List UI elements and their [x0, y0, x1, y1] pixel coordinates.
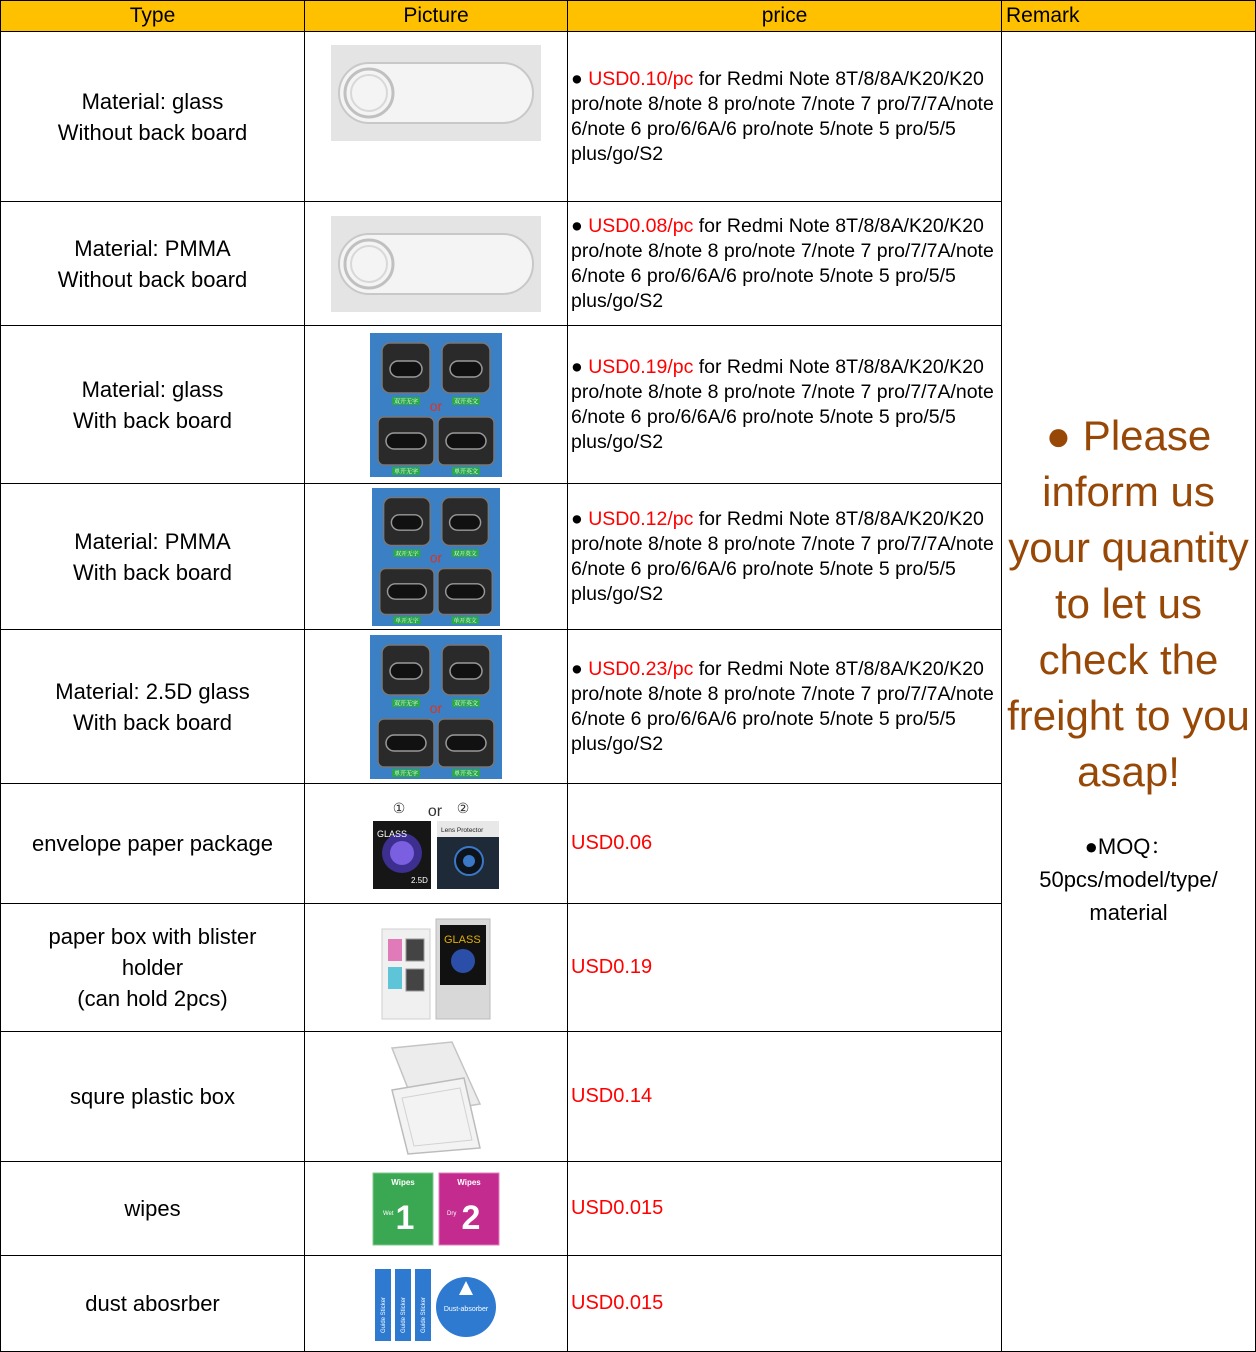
- or-label: or: [429, 397, 443, 414]
- type-line: Material: PMMA: [74, 528, 231, 554]
- type-cell: [0, 484, 305, 630]
- type-line: Without back board: [57, 266, 248, 292]
- wet-label: Wet: [383, 1210, 394, 1217]
- type-line: envelope paper package: [32, 831, 273, 856]
- type-line: Without back board: [57, 119, 248, 145]
- price-cell: [568, 326, 1002, 484]
- price-text: ● USD0.19/pc for Redmi Note 8T/8/8A/K20/K20 pro/note 8/note 8 pro/note 7/note 7 pro/7/7A/note 6/note 6 pro/6/6A/6 pro/note 5/note 5 pro/5/5 plus/go/S2: [571, 355, 994, 453]
- type-cell: [0, 1256, 305, 1352]
- picture-cell: [305, 1032, 568, 1162]
- back-board-image: [370, 635, 502, 779]
- picture-cell: [305, 904, 568, 1032]
- or-label: or: [429, 699, 443, 716]
- picture-cell: [305, 202, 568, 326]
- price-value: USD0.08/pc: [588, 214, 694, 237]
- board-label: 双开英文: [453, 551, 477, 558]
- type-line: Material: PMMA: [74, 235, 231, 261]
- wipes-label: Wipes: [457, 1177, 481, 1187]
- envelope-package-image: [369, 795, 503, 893]
- price-cell: [568, 904, 1002, 1032]
- board-label: 双开无字: [395, 551, 419, 558]
- type-line: Material: glass: [81, 88, 224, 114]
- or-label: or: [427, 802, 443, 820]
- price-text: ● USD0.12/pc for Redmi Note 8T/8/8A/K20/K20 pro/note 8/note 8 pro/note 7/note 7 pro/7/7A/note 6/note 6 pro/6/6A/6 pro/note 5/note 5 pro/5/5 plus/go/S2: [571, 507, 994, 605]
- dust-absorber-image: [373, 1263, 499, 1345]
- board-label: 单开英文: [453, 618, 477, 625]
- board-label: 单开无字: [393, 468, 419, 475]
- picture-cell: [305, 326, 568, 484]
- 25d-text: 2.5D: [411, 875, 428, 885]
- price-text: ● USD0.23/pc for Redmi Note 8T/8/8A/K20/K20 pro/note 8/note 8 pro/note 7/note 7 pro/7/7A/note 6/note 6 pro/6/6A/6 pro/note 5/note 5 pro/5/5 plus/go/S2: [571, 657, 994, 755]
- back-board-image: [370, 333, 502, 477]
- remark-note: ● Please inform us your quantity to let us check the freight to you asap!: [1007, 412, 1250, 795]
- wipe-number-1: 1: [395, 1198, 415, 1237]
- board-label: 单开无字: [395, 618, 419, 625]
- picture-cell: [305, 630, 568, 784]
- type-line: wipes: [124, 1196, 181, 1221]
- picture-cell: [305, 484, 568, 630]
- wipe-number-2: 2: [461, 1198, 481, 1237]
- compatible-models: for Redmi Note 8T/8/8A/K20/K20 pro/note 8/note 8 pro/note 7/note 7 pro/7/7A/note 6/note 6 pro/6/6A/6 pro/note 5/note 5 pro/5/5 plus/go/S2: [571, 214, 994, 312]
- picture-cell: [305, 784, 568, 904]
- wipes-image: [371, 1171, 501, 1247]
- clear-slide-cover-image: [331, 216, 541, 312]
- type-line: holder: [121, 955, 184, 980]
- price-value: USD0.06: [571, 832, 653, 854]
- lens-protector-text: Lens Protector: [441, 826, 484, 834]
- price-cell: [568, 484, 1002, 630]
- type-cell: [0, 1032, 305, 1162]
- price-text: ● USD0.08/pc for Redmi Note 8T/8/8A/K20/K20 pro/note 8/note 8 pro/note 7/note 7 pro/7/7A/note 6/note 6 pro/6/6A/6 pro/note 5/note 5 pro/5/5 plus/go/S2: [571, 214, 994, 312]
- type-cell: [0, 784, 305, 904]
- price-cell: [568, 1032, 1002, 1162]
- header-remark-label: Remark: [1006, 4, 1080, 27]
- moq-line: material: [1089, 900, 1168, 925]
- moq-note: [1002, 830, 1256, 929]
- guide-sticker-label: Guide Sticker: [421, 1296, 427, 1333]
- header-picture-label: Picture: [403, 4, 469, 27]
- clear-slide-cover-image: [331, 45, 541, 141]
- header-type: [0, 0, 305, 32]
- board-label: 双开无字: [393, 398, 419, 405]
- type-line: dust abosrber: [85, 1291, 220, 1316]
- moq-line: 50pcs/model/type/: [1039, 867, 1218, 892]
- price-cell: [568, 630, 1002, 784]
- type-cell: [0, 202, 305, 326]
- compatible-models: for Redmi Note 8T/8/8A/K20/K20 pro/note 8/note 8 pro/note 7/note 7 pro/7/7A/note 6/note 6 pro/6/6A/6 pro/note 5/note 5 pro/5/5 plus/go/S2: [571, 355, 994, 453]
- board-label: 双开英文: [453, 398, 479, 405]
- plastic-box-image: [388, 1038, 484, 1156]
- picture-cell: [305, 1162, 568, 1256]
- price-value: USD0.14: [571, 1085, 653, 1107]
- board-label: 单开英文: [453, 770, 479, 777]
- type-line: Material: glass: [81, 376, 224, 402]
- header-price: [568, 0, 1002, 32]
- header-picture: [305, 0, 568, 32]
- price-cell: [568, 202, 1002, 326]
- compatible-models: for Redmi Note 8T/8/8A/K20/K20 pro/note 8/note 8 pro/note 7/note 7 pro/7/7A/note 6/note 6 pro/6/6A/6 pro/note 5/note 5 pro/5/5 plus/go/S2: [571, 657, 994, 755]
- price-value: USD0.015: [571, 1197, 664, 1219]
- glass-text: GLASS: [444, 933, 481, 946]
- remark-cell: [1002, 32, 1256, 1352]
- type-line: With back board: [73, 709, 232, 735]
- price-cell: [568, 32, 1002, 202]
- price-value: USD0.015: [571, 1292, 664, 1314]
- board-label: 双开无字: [393, 700, 419, 707]
- type-line: (can hold 2pcs): [77, 986, 228, 1011]
- dry-label: Dry: [447, 1210, 457, 1217]
- price-value: USD0.12/pc: [588, 507, 694, 530]
- board-label: 双开英文: [453, 700, 479, 707]
- picture-cell: [305, 32, 568, 202]
- guide-sticker-label: Guide Sticker: [401, 1296, 407, 1333]
- compatible-models: for Redmi Note 8T/8/8A/K20/K20 pro/note 8/note 8 pro/note 7/note 7 pro/7/7A/note 6/note 6 pro/6/6A/6 pro/note 5/note 5 pro/5/5 plus/go/S2: [571, 507, 994, 605]
- price-cell: [568, 1256, 1002, 1352]
- price-value: USD0.19/pc: [588, 355, 694, 378]
- header-type-label: Type: [129, 4, 176, 27]
- paper-box-image: [380, 915, 492, 1021]
- type-line: With back board: [73, 559, 232, 585]
- type-line: With back board: [73, 407, 232, 433]
- dust-absorber-label: Dust-absorber: [443, 1305, 489, 1313]
- type-line: paper box with blister: [48, 924, 257, 949]
- back-board-image: [372, 488, 500, 626]
- price-value: USD0.10/pc: [588, 67, 694, 90]
- type-cell: [0, 630, 305, 784]
- board-label: 单开无字: [393, 770, 419, 777]
- header-remark: [1002, 0, 1256, 32]
- compatible-models: for Redmi Note 8T/8/8A/K20/K20 pro/note 8/note 8 pro/note 7/note 7 pro/7/7A/note 6/note 6 pro/6/6A/6 pro/note 5/note 5 pro/5/5 plus/go/S2: [571, 67, 994, 165]
- price-value: USD0.19: [571, 956, 653, 978]
- type-cell: [0, 904, 305, 1032]
- price-text: ● USD0.10/pc for Redmi Note 8T/8/8A/K20/K20 pro/note 8/note 8 pro/note 7/note 7 pro/7/7A/note 6/note 6 pro/6/6A/6 pro/note 5/note 5 pro/5/5 plus/go/S2: [571, 67, 994, 165]
- wipes-label: Wipes: [391, 1177, 415, 1187]
- moq-line: ●MOQ：: [1084, 834, 1173, 859]
- board-label: 单开英文: [453, 468, 479, 475]
- type-cell: [0, 32, 305, 202]
- header-price-label: price: [761, 4, 808, 27]
- choice-2-label: ②: [456, 799, 470, 816]
- type-cell: [0, 1162, 305, 1256]
- or-label: or: [429, 550, 443, 566]
- price-cell: [568, 1162, 1002, 1256]
- price-cell: [568, 784, 1002, 904]
- price-value: USD0.23/pc: [588, 657, 694, 680]
- type-line: squre plastic box: [69, 1084, 236, 1109]
- choice-1-label: ①: [392, 799, 406, 816]
- picture-cell: [305, 1256, 568, 1352]
- type-cell: [0, 326, 305, 484]
- guide-sticker-label: Guide Sticker: [381, 1296, 387, 1333]
- type-line: Material: 2.5D glass: [55, 678, 250, 704]
- glass-text: GLASS: [377, 828, 408, 839]
